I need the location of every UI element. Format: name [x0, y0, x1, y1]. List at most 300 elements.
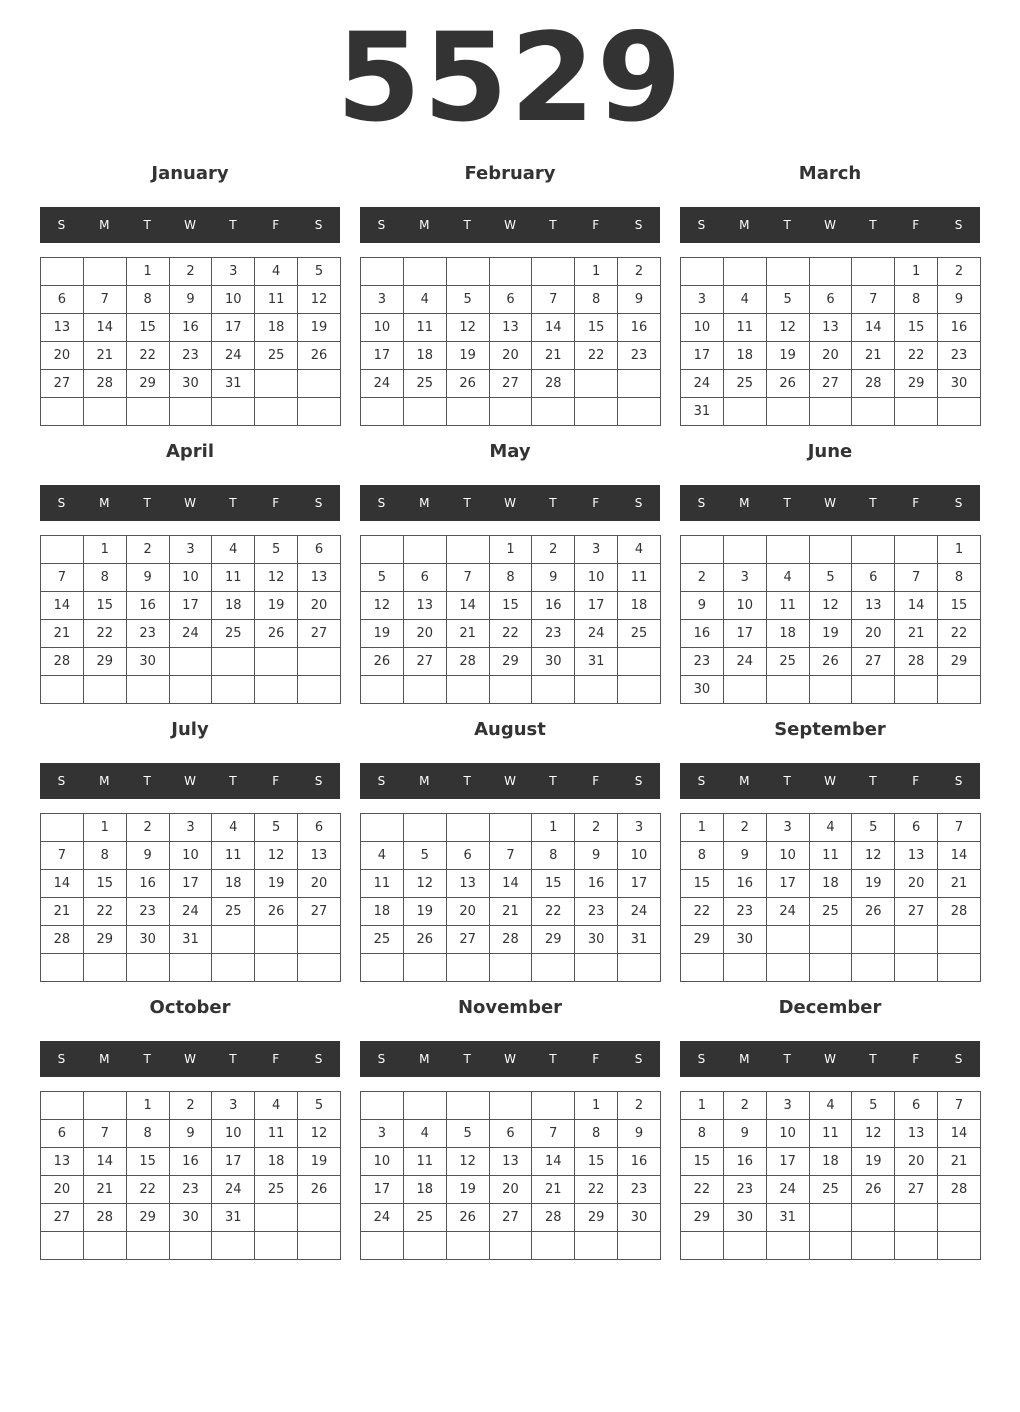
day-cell: 27: [895, 898, 938, 926]
day-cell: 13: [41, 314, 84, 342]
day-cell: [255, 370, 298, 398]
day-cell: [403, 814, 446, 842]
day-cell: 6: [489, 286, 532, 314]
weekday-label: S: [377, 774, 386, 788]
day-cell: 1: [681, 1092, 724, 1120]
day-cell: 26: [255, 898, 298, 926]
day-grid: [360, 813, 661, 982]
week-row: [361, 926, 661, 954]
day-cell: 1: [126, 1092, 169, 1120]
day-cell: 15: [575, 1148, 618, 1176]
weekday-label: S: [697, 218, 706, 232]
day-cell: 7: [41, 842, 84, 870]
day-cell: 21: [532, 1176, 575, 1204]
day-cell: [126, 676, 169, 704]
day-cell: [298, 370, 341, 398]
month-name: July: [171, 719, 209, 740]
day-cell: [575, 954, 618, 982]
day-cell: 25: [212, 898, 255, 926]
weekday-label: F: [592, 496, 600, 510]
day-cell: 22: [681, 1176, 724, 1204]
day-cell: 18: [618, 592, 661, 620]
day-cell: 8: [532, 842, 575, 870]
day-cell: 28: [41, 648, 84, 676]
day-cell: 4: [212, 536, 255, 564]
day-cell: [255, 1204, 298, 1232]
day-cell: 23: [169, 342, 212, 370]
day-cell: 6: [298, 814, 341, 842]
week-row: [361, 258, 661, 286]
day-cell: 9: [169, 286, 212, 314]
day-cell: 19: [852, 1148, 895, 1176]
day-cell: 5: [766, 286, 809, 314]
day-cell: 28: [41, 926, 84, 954]
weekday-label: M: [99, 218, 110, 232]
day-cell: 30: [618, 1204, 661, 1232]
day-cell: [298, 398, 341, 426]
month-name: March: [798, 163, 862, 184]
weekday-label: T: [549, 218, 557, 232]
day-cell: 8: [895, 286, 938, 314]
day-cell: 7: [83, 286, 126, 314]
weekday-label: S: [634, 496, 643, 510]
day-cell: 9: [938, 286, 981, 314]
week-row: [41, 536, 341, 564]
day-cell: 24: [169, 898, 212, 926]
week-row: [361, 286, 661, 314]
week-row: [41, 814, 341, 842]
day-cell: 9: [575, 842, 618, 870]
day-cell: [489, 1232, 532, 1260]
day-cell: 12: [446, 314, 489, 342]
day-cell: 3: [212, 1092, 255, 1120]
day-cell: 22: [938, 620, 981, 648]
week-row: [41, 1176, 341, 1204]
week-row: [681, 620, 981, 648]
day-grid: [680, 535, 981, 704]
day-cell: 14: [938, 842, 981, 870]
day-cell: 2: [723, 814, 766, 842]
weekday-label: S: [697, 496, 706, 510]
day-cell: 30: [532, 648, 575, 676]
day-cell: 10: [169, 842, 212, 870]
day-cell: 2: [169, 1092, 212, 1120]
day-grid: [680, 813, 981, 982]
weekday-label: S: [377, 496, 386, 510]
day-cell: 22: [895, 342, 938, 370]
weekday-label: T: [229, 218, 237, 232]
day-cell: [446, 398, 489, 426]
day-cell: 27: [298, 620, 341, 648]
day-cell: [723, 536, 766, 564]
day-cell: 8: [681, 842, 724, 870]
day-cell: 1: [532, 814, 575, 842]
day-cell: 26: [809, 648, 852, 676]
day-cell: 29: [126, 1204, 169, 1232]
week-row: [41, 286, 341, 314]
day-cell: 12: [255, 842, 298, 870]
day-cell: 27: [403, 648, 446, 676]
day-cell: [298, 926, 341, 954]
day-cell: [255, 648, 298, 676]
day-cell: [446, 676, 489, 704]
day-cell: 17: [361, 1176, 404, 1204]
day-cell: [126, 398, 169, 426]
day-cell: 22: [681, 898, 724, 926]
week-row: [681, 814, 981, 842]
week-row: [361, 676, 661, 704]
day-cell: 18: [809, 870, 852, 898]
day-cell: 21: [489, 898, 532, 926]
day-cell: 11: [809, 1120, 852, 1148]
day-cell: [895, 1232, 938, 1260]
weekday-label: W: [824, 1052, 836, 1066]
day-cell: 14: [446, 592, 489, 620]
day-cell: 15: [489, 592, 532, 620]
day-cell: 24: [361, 1204, 404, 1232]
day-cell: [938, 398, 981, 426]
day-cell: 5: [403, 842, 446, 870]
day-cell: 24: [681, 370, 724, 398]
day-cell: 16: [723, 1148, 766, 1176]
day-grid: [40, 535, 341, 704]
weekday-label: W: [184, 1052, 196, 1066]
day-cell: 29: [681, 926, 724, 954]
weekday-label: T: [549, 774, 557, 788]
day-cell: 20: [298, 870, 341, 898]
day-cell: [212, 676, 255, 704]
day-cell: 8: [126, 286, 169, 314]
day-cell: 3: [681, 286, 724, 314]
month-august: [360, 716, 660, 986]
day-cell: [212, 1232, 255, 1260]
week-row: [361, 564, 661, 592]
day-cell: 16: [938, 314, 981, 342]
day-cell: [361, 676, 404, 704]
day-cell: 24: [618, 898, 661, 926]
weekday-label: W: [184, 218, 196, 232]
day-cell: 11: [809, 842, 852, 870]
weekday-header: [360, 763, 660, 799]
week-row: [681, 286, 981, 314]
day-cell: 5: [446, 1120, 489, 1148]
day-cell: [169, 676, 212, 704]
day-cell: 6: [489, 1120, 532, 1148]
day-cell: [852, 1232, 895, 1260]
day-cell: 22: [83, 620, 126, 648]
month-name: May: [489, 441, 531, 462]
day-cell: 11: [766, 592, 809, 620]
week-row: [681, 370, 981, 398]
day-cell: 18: [361, 898, 404, 926]
day-cell: [532, 258, 575, 286]
day-cell: 31: [169, 926, 212, 954]
day-cell: 17: [723, 620, 766, 648]
weekday-label: F: [592, 1052, 600, 1066]
day-cell: 8: [489, 564, 532, 592]
day-cell: 12: [852, 1120, 895, 1148]
day-cell: [446, 1232, 489, 1260]
day-cell: 20: [489, 1176, 532, 1204]
weekday-label: F: [912, 218, 920, 232]
day-cell: 4: [766, 564, 809, 592]
day-cell: [446, 814, 489, 842]
day-cell: [126, 954, 169, 982]
day-cell: 2: [938, 258, 981, 286]
weekday-label: T: [463, 496, 471, 510]
day-cell: 4: [723, 286, 766, 314]
day-cell: [895, 954, 938, 982]
week-row: [41, 1148, 341, 1176]
weekday-label: S: [634, 218, 643, 232]
day-cell: 11: [212, 842, 255, 870]
day-cell: 21: [41, 620, 84, 648]
week-row: [681, 592, 981, 620]
day-cell: 16: [618, 314, 661, 342]
day-cell: 27: [298, 898, 341, 926]
day-cell: 30: [126, 648, 169, 676]
day-cell: 19: [255, 870, 298, 898]
day-cell: 5: [446, 286, 489, 314]
day-cell: [938, 1232, 981, 1260]
week-row: [361, 954, 661, 982]
day-cell: [681, 1232, 724, 1260]
day-cell: 8: [681, 1120, 724, 1148]
day-cell: 10: [618, 842, 661, 870]
day-cell: [575, 1232, 618, 1260]
day-cell: 25: [403, 1204, 446, 1232]
day-cell: 23: [169, 1176, 212, 1204]
day-cell: [403, 1092, 446, 1120]
weekday-label: F: [272, 1052, 280, 1066]
day-cell: 6: [403, 564, 446, 592]
week-row: [41, 564, 341, 592]
month-september: [680, 716, 980, 986]
day-cell: 29: [532, 926, 575, 954]
day-cell: 26: [766, 370, 809, 398]
day-cell: 26: [255, 620, 298, 648]
day-cell: 11: [212, 564, 255, 592]
day-cell: 24: [766, 898, 809, 926]
day-cell: 25: [255, 342, 298, 370]
day-cell: [723, 258, 766, 286]
day-cell: [723, 954, 766, 982]
day-cell: 3: [618, 814, 661, 842]
weekday-header: [360, 207, 660, 243]
day-cell: 27: [41, 1204, 84, 1232]
day-cell: 4: [255, 1092, 298, 1120]
day-cell: 21: [532, 342, 575, 370]
day-cell: 26: [446, 370, 489, 398]
weekday-header: [40, 1041, 340, 1077]
week-row: [681, 342, 981, 370]
day-cell: 2: [126, 814, 169, 842]
week-row: [41, 676, 341, 704]
day-cell: 19: [852, 870, 895, 898]
week-row: [41, 1232, 341, 1260]
week-row: [41, 842, 341, 870]
day-cell: 27: [446, 926, 489, 954]
day-grid: [680, 257, 981, 426]
day-cell: 2: [532, 536, 575, 564]
weekday-label: T: [463, 218, 471, 232]
week-row: [361, 620, 661, 648]
day-cell: 4: [361, 842, 404, 870]
day-cell: 11: [255, 1120, 298, 1148]
day-cell: 3: [575, 536, 618, 564]
weekday-label: S: [57, 218, 66, 232]
day-cell: 14: [83, 1148, 126, 1176]
month-name: September: [774, 719, 886, 740]
day-cell: 7: [852, 286, 895, 314]
day-cell: [169, 398, 212, 426]
day-cell: 18: [212, 592, 255, 620]
day-cell: [403, 258, 446, 286]
day-cell: 21: [938, 870, 981, 898]
day-cell: [361, 1232, 404, 1260]
weekday-label: M: [419, 774, 430, 788]
day-cell: 18: [723, 342, 766, 370]
day-cell: 18: [212, 870, 255, 898]
week-row: [361, 1148, 661, 1176]
day-cell: 11: [723, 314, 766, 342]
day-cell: 5: [852, 1092, 895, 1120]
day-cell: 1: [895, 258, 938, 286]
day-cell: [766, 398, 809, 426]
day-cell: 24: [169, 620, 212, 648]
week-row: [41, 342, 341, 370]
day-cell: [809, 1204, 852, 1232]
weekday-label: M: [739, 1052, 750, 1066]
day-cell: 11: [361, 870, 404, 898]
day-cell: 2: [169, 258, 212, 286]
day-cell: 30: [681, 676, 724, 704]
weekday-label: S: [57, 774, 66, 788]
day-cell: 17: [618, 870, 661, 898]
day-cell: 25: [723, 370, 766, 398]
day-cell: 20: [852, 620, 895, 648]
week-row: [361, 870, 661, 898]
day-cell: 22: [575, 1176, 618, 1204]
weekday-label: F: [272, 496, 280, 510]
day-cell: 9: [126, 564, 169, 592]
day-cell: 25: [255, 1176, 298, 1204]
day-cell: 27: [41, 370, 84, 398]
day-cell: [361, 398, 404, 426]
weekday-label: M: [99, 1052, 110, 1066]
week-row: [681, 258, 981, 286]
day-cell: 18: [255, 1148, 298, 1176]
week-row: [361, 648, 661, 676]
day-cell: 31: [766, 1204, 809, 1232]
week-row: [41, 592, 341, 620]
weekday-label: S: [954, 496, 963, 510]
day-cell: [618, 370, 661, 398]
week-row: [361, 370, 661, 398]
month-march: [680, 160, 980, 430]
week-row: [681, 1120, 981, 1148]
day-cell: 22: [83, 898, 126, 926]
day-cell: [41, 954, 84, 982]
day-cell: 24: [723, 648, 766, 676]
day-cell: 27: [895, 1176, 938, 1204]
weekday-header: [360, 485, 660, 521]
day-cell: 1: [489, 536, 532, 564]
day-cell: 7: [41, 564, 84, 592]
day-cell: [895, 398, 938, 426]
day-cell: [489, 1092, 532, 1120]
day-cell: 30: [575, 926, 618, 954]
day-cell: [532, 1232, 575, 1260]
day-cell: [489, 398, 532, 426]
day-cell: 18: [403, 342, 446, 370]
day-cell: 13: [41, 1148, 84, 1176]
day-cell: 4: [212, 814, 255, 842]
weekday-label: F: [912, 1052, 920, 1066]
day-cell: 2: [618, 1092, 661, 1120]
day-cell: 25: [212, 620, 255, 648]
weekday-label: W: [504, 1052, 516, 1066]
day-grid: [360, 1091, 661, 1260]
day-cell: 2: [681, 564, 724, 592]
day-cell: 4: [809, 814, 852, 842]
day-cell: 8: [938, 564, 981, 592]
day-cell: [255, 1232, 298, 1260]
day-cell: 5: [298, 258, 341, 286]
day-cell: 31: [212, 1204, 255, 1232]
week-row: [41, 648, 341, 676]
day-grid: [40, 257, 341, 426]
day-cell: [298, 648, 341, 676]
day-cell: 12: [852, 842, 895, 870]
day-cell: 23: [938, 342, 981, 370]
weekday-label: T: [869, 218, 877, 232]
month-april: [40, 438, 340, 708]
day-cell: 22: [126, 342, 169, 370]
day-cell: 14: [41, 870, 84, 898]
weekday-label: S: [377, 1052, 386, 1066]
day-cell: [446, 536, 489, 564]
day-cell: 12: [298, 1120, 341, 1148]
week-row: [41, 898, 341, 926]
week-row: [681, 898, 981, 926]
month-name: April: [165, 441, 215, 462]
day-cell: 15: [575, 314, 618, 342]
day-cell: [575, 676, 618, 704]
week-row: [681, 648, 981, 676]
day-cell: 13: [298, 564, 341, 592]
day-cell: 30: [723, 926, 766, 954]
day-cell: 9: [723, 1120, 766, 1148]
week-row: [41, 1092, 341, 1120]
day-cell: [169, 648, 212, 676]
day-cell: 4: [255, 258, 298, 286]
day-cell: 6: [41, 1120, 84, 1148]
day-cell: 26: [852, 1176, 895, 1204]
day-cell: [938, 1204, 981, 1232]
day-cell: 20: [895, 870, 938, 898]
weekday-header: [680, 763, 980, 799]
day-cell: [809, 1232, 852, 1260]
day-cell: 27: [489, 1204, 532, 1232]
day-cell: 14: [895, 592, 938, 620]
day-cell: [723, 398, 766, 426]
day-cell: 18: [403, 1176, 446, 1204]
day-cell: 10: [361, 1148, 404, 1176]
weekday-label: T: [229, 496, 237, 510]
day-cell: [618, 398, 661, 426]
day-cell: 11: [403, 1148, 446, 1176]
